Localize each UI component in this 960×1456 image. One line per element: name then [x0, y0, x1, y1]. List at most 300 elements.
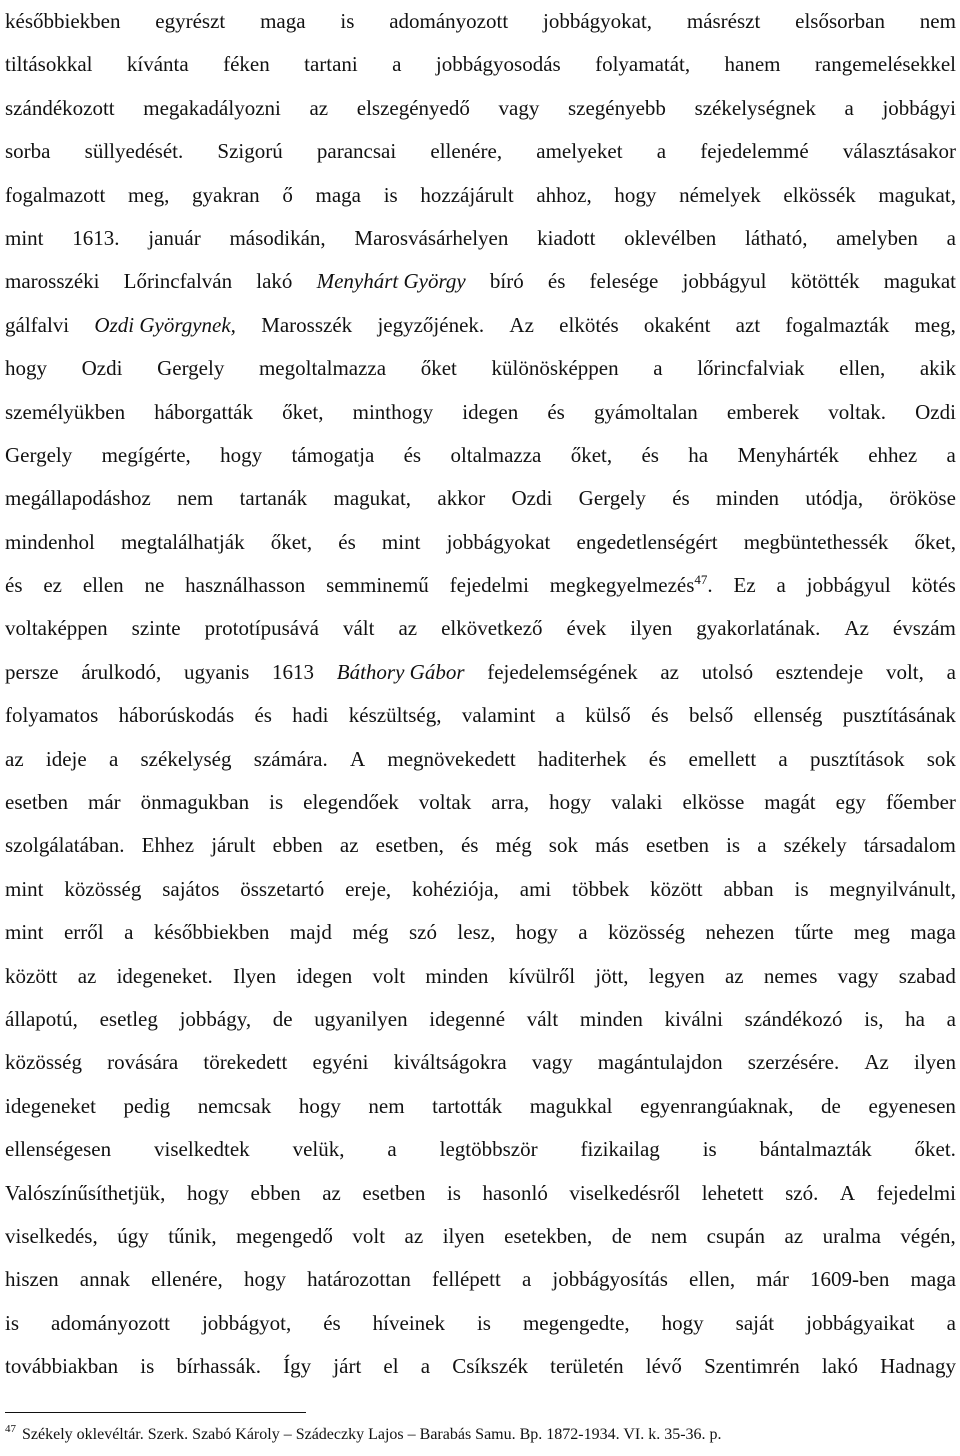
text-line	[5, 304, 956, 347]
word: Menyhárt György	[316, 269, 466, 294]
word: kohéziója,	[412, 876, 499, 901]
word: tűnik,	[168, 1223, 217, 1248]
word: magukat	[883, 269, 956, 294]
word: Lőrincfalván	[123, 269, 233, 294]
word: 1613.	[72, 225, 120, 250]
word: között	[5, 963, 58, 988]
word: pusztítások	[809, 746, 905, 771]
text-line	[5, 1085, 956, 1128]
word: valamint	[461, 703, 536, 728]
word: még	[495, 833, 532, 858]
word: végén,	[900, 1223, 956, 1248]
word: más	[595, 833, 629, 858]
word: marosszéki	[5, 269, 100, 294]
word: kívánta	[126, 52, 189, 77]
word: tartani	[304, 52, 358, 77]
word: vagy	[498, 95, 540, 120]
word: valaki	[611, 790, 663, 815]
text-line	[5, 651, 956, 694]
body-paragraph	[5, 0, 956, 1389]
word: Szigorú	[217, 139, 283, 164]
word: gálfalvi	[5, 312, 70, 337]
word: majd	[289, 920, 332, 945]
word: a	[124, 920, 134, 945]
word: tartanák	[239, 486, 308, 511]
word: is	[794, 876, 809, 901]
word: közösség	[608, 920, 686, 945]
word: magukkal	[529, 1093, 613, 1118]
word: ebben	[272, 833, 323, 858]
word: ami	[519, 876, 552, 901]
word: mindenhol	[5, 529, 95, 554]
word: idegeneket	[5, 1093, 96, 1118]
word: idegenné	[429, 1006, 506, 1031]
word: tűrte	[794, 920, 834, 945]
word: ahhoz,	[536, 182, 592, 207]
word: volt	[372, 963, 406, 988]
word: Ehhez	[141, 833, 195, 858]
word: is	[140, 1354, 155, 1379]
word: esztendeje	[775, 659, 864, 684]
word: emellett	[688, 746, 757, 771]
word: Az	[864, 1050, 889, 1075]
word: a	[844, 95, 854, 120]
word: lehetett	[701, 1180, 764, 1205]
word: magukat,	[878, 182, 956, 207]
word: de	[272, 1006, 293, 1031]
word: bírhassák.	[176, 1354, 262, 1379]
word: az	[322, 1180, 341, 1205]
word: későbbiekben	[153, 920, 270, 945]
word: kötés	[911, 573, 956, 598]
word: saját	[735, 1310, 775, 1335]
text-line	[5, 477, 956, 520]
word: nem	[368, 1093, 405, 1118]
word: örököse	[889, 486, 956, 511]
text-line	[5, 824, 956, 867]
word: és	[547, 269, 566, 294]
word: jött,	[595, 963, 629, 988]
footnote-separator	[5, 1412, 306, 1413]
word: magántulajdon	[597, 1050, 723, 1075]
word: elkötés	[559, 312, 619, 337]
word: őket,	[914, 529, 956, 554]
word: a	[946, 1310, 956, 1335]
word: jobbágyosodás	[435, 52, 561, 77]
word: árulkodó,	[81, 659, 162, 684]
text-line	[5, 434, 956, 477]
text-line	[5, 694, 956, 737]
word: háborgatták	[154, 399, 253, 424]
word: hogy	[243, 1267, 286, 1292]
word: nemes	[763, 963, 818, 988]
word: az	[404, 1223, 424, 1248]
text-line	[5, 781, 956, 824]
word: gyakran	[192, 182, 260, 207]
word: szolgálatában.	[5, 833, 125, 858]
word: egyrészt	[155, 9, 226, 33]
word: Hadnagy	[880, 1354, 956, 1379]
text-line	[5, 260, 956, 303]
word: ereje,	[345, 876, 392, 901]
word: Így	[283, 1354, 312, 1379]
word: is	[726, 833, 741, 858]
word: magát	[764, 790, 816, 815]
text-line	[5, 87, 956, 130]
word: nem	[919, 9, 956, 33]
word: ilyen	[914, 1050, 956, 1075]
word: Báthory Gábor	[336, 659, 465, 684]
word: megengedte,	[522, 1310, 630, 1335]
word: idegeneket.	[116, 963, 213, 988]
footnote-number: 47	[5, 1423, 16, 1435]
word-with-footnote-ref	[550, 564, 713, 607]
word: fogalmazott	[5, 182, 106, 207]
word: ellen	[82, 573, 124, 598]
word: volt	[352, 1223, 386, 1248]
word: hadi	[292, 703, 329, 728]
word: a	[757, 833, 767, 858]
word: jobbágyul	[806, 573, 891, 598]
text-line	[5, 911, 956, 954]
word: a	[653, 356, 663, 381]
word: többek	[572, 876, 630, 901]
word: el	[383, 1354, 399, 1379]
word: kívülről	[508, 963, 576, 988]
word: okaként	[643, 312, 711, 337]
punctuation: .	[707, 573, 713, 598]
word: szerzésére.	[747, 1050, 840, 1075]
word: az	[77, 963, 97, 988]
word: közösség	[5, 1050, 82, 1075]
word: akik	[919, 356, 956, 381]
word: ilyen	[442, 1223, 485, 1248]
word: gyakorlatának.	[696, 616, 821, 641]
word: és	[547, 399, 565, 424]
word: még	[352, 920, 389, 945]
word: hogy	[186, 1180, 229, 1205]
word: nem	[651, 1223, 688, 1248]
word: egyenesen	[868, 1093, 956, 1118]
word: adományozott	[389, 9, 509, 33]
text-line	[5, 0, 956, 43]
word: maga	[315, 182, 362, 207]
word: az	[5, 746, 24, 771]
word: évek	[566, 616, 607, 641]
word: voltak.	[828, 399, 887, 424]
word: ez	[43, 573, 62, 598]
footnote-text: Székely oklevéltár. Szerk. Szabó Károly – Szádeczky Lajos – Barabás Samu. Bp. 1872-1934. VI. k. 35-36. p.	[22, 1426, 722, 1443]
word: is	[5, 1310, 20, 1335]
word: haditerhek	[537, 746, 627, 771]
word: Ez	[733, 573, 756, 598]
word: nemcsak	[197, 1093, 272, 1118]
word: is	[476, 1310, 491, 1335]
word: sok	[548, 833, 578, 858]
word: elkövetkező	[441, 616, 543, 641]
word: is	[269, 790, 284, 815]
word: belső	[688, 703, 734, 728]
word: a	[555, 703, 565, 728]
word: folyamatát,	[595, 52, 691, 77]
word: Csíkszék	[452, 1354, 529, 1379]
word: 1613	[272, 659, 315, 684]
word: lakó	[256, 269, 293, 294]
word: adományozott	[51, 1310, 170, 1335]
word: vagy	[837, 963, 879, 988]
word: vált	[526, 1006, 559, 1031]
word: lévő	[645, 1354, 682, 1379]
word: ebben	[250, 1180, 301, 1205]
word: minden	[716, 486, 780, 511]
word: hogy	[298, 1093, 341, 1118]
word: legyen	[648, 963, 705, 988]
word: és	[672, 486, 690, 511]
word: az	[724, 963, 744, 988]
word: jobbágyaikat	[806, 1310, 915, 1335]
word: esetben	[362, 1180, 426, 1205]
word: erről	[63, 920, 104, 945]
word: meg,	[127, 182, 170, 207]
word: megtalálhatják	[120, 529, 245, 554]
word: törekedett	[203, 1050, 288, 1075]
word: abban	[723, 876, 774, 901]
word: lőrincfalviak	[697, 356, 805, 381]
word: mint	[5, 876, 44, 901]
text-line	[5, 607, 956, 650]
word: önmagukban	[140, 790, 250, 815]
word: A	[839, 1180, 856, 1205]
word: és	[460, 833, 479, 858]
word: prototípusává	[204, 616, 319, 641]
word: nem	[177, 486, 214, 511]
word: állapotú,	[5, 1006, 78, 1031]
text-line	[5, 998, 956, 1041]
word: azt	[735, 312, 761, 337]
word: is,	[864, 1006, 884, 1031]
word: kiadott	[537, 225, 596, 250]
word: fellépett	[432, 1267, 501, 1292]
word: a	[392, 52, 402, 77]
word: mint	[5, 920, 44, 945]
word: őket,	[270, 529, 313, 554]
word: január	[148, 225, 201, 250]
word: jegyzőjének.	[377, 312, 485, 337]
word: egy	[835, 790, 866, 815]
word: az	[339, 833, 359, 858]
word: székelységnek	[694, 95, 816, 120]
word: rovására	[107, 1050, 179, 1075]
word: voltaképpen	[5, 616, 108, 641]
text-line	[5, 217, 956, 260]
word: megállapodáshoz	[5, 486, 151, 511]
word: féken	[223, 52, 270, 77]
word: jobbágy,	[179, 1006, 252, 1031]
word: a	[387, 1137, 397, 1162]
word: későbbiekben	[5, 9, 121, 33]
word: továbbiakban	[5, 1354, 119, 1379]
word: Menyhárték	[737, 442, 839, 467]
word: Valószínűsíthetjük,	[5, 1180, 166, 1205]
word: őket,	[570, 442, 613, 467]
word: gyámoltalan	[593, 399, 698, 424]
word: ha	[905, 1006, 925, 1031]
word: látható,	[745, 225, 808, 250]
word: meg	[853, 920, 890, 945]
word: és	[651, 703, 669, 728]
word: összetartó	[240, 876, 325, 901]
text-line	[5, 1041, 956, 1084]
word: engedetlenségért	[576, 529, 718, 554]
word: maga	[910, 1267, 956, 1292]
word: szándékozott	[5, 95, 115, 120]
word: tartották	[432, 1093, 503, 1118]
text-line	[5, 1258, 956, 1301]
word: a	[521, 1267, 532, 1292]
word: szándékozó	[744, 1006, 843, 1031]
word: felesége	[589, 269, 659, 294]
word: megígérte,	[101, 442, 191, 467]
word: hogy	[549, 790, 592, 815]
word: hozzájárult	[420, 182, 514, 207]
word: vált	[342, 616, 375, 641]
word: és	[254, 703, 272, 728]
word: hogy	[5, 356, 47, 381]
word: szegényebb	[567, 95, 666, 120]
word: és	[338, 529, 356, 554]
word: Gergely	[5, 442, 73, 467]
word: a	[420, 1354, 431, 1379]
word: ilyen	[630, 616, 673, 641]
word: is	[340, 9, 355, 33]
word: hasonló	[482, 1180, 548, 1205]
word: hanem	[724, 52, 781, 77]
word: vagy	[531, 1050, 573, 1075]
word: folyamatos	[5, 703, 99, 728]
word: elsősorban	[795, 9, 885, 33]
word: jobbágyot,	[201, 1310, 292, 1335]
word: ellenségesen	[5, 1137, 112, 1162]
word: sorba	[5, 139, 51, 164]
word: megakadályozni	[143, 95, 281, 120]
word: megnyilvánult,	[829, 876, 956, 901]
text-line	[5, 1345, 956, 1388]
word: Ozdi Györgynek,	[94, 312, 236, 337]
word: ellenére,	[151, 1267, 223, 1292]
word: minden	[425, 963, 489, 988]
word: szó	[408, 920, 437, 945]
word: voltak	[418, 790, 472, 815]
footnote-reference[interactable]: 47	[694, 572, 708, 588]
word: elkösse	[682, 790, 745, 815]
word: az	[660, 659, 680, 684]
word: ellen,	[689, 1267, 736, 1292]
text-line	[5, 130, 956, 173]
word: készültség,	[348, 703, 442, 728]
word: elkössék	[783, 182, 856, 207]
word: és	[5, 573, 23, 598]
word: némelyek	[679, 182, 761, 207]
word: akkor	[437, 486, 486, 511]
word: fejedelemmé	[700, 139, 809, 164]
word: velük,	[292, 1137, 345, 1162]
text-line	[5, 1215, 956, 1258]
word: maga	[260, 9, 306, 33]
word: különösképpen	[491, 356, 619, 381]
word: de	[821, 1093, 841, 1118]
word: oltalmazza	[450, 442, 542, 467]
word: ehhez	[868, 442, 918, 467]
word: jobbágyi	[882, 95, 956, 120]
text-line	[5, 43, 956, 86]
word: jobbágyokat,	[542, 9, 653, 33]
word: az	[309, 95, 329, 120]
word: támogatja	[291, 442, 375, 467]
word: ideje	[45, 746, 87, 771]
word: idegen	[462, 399, 519, 424]
word: szabad	[898, 963, 956, 988]
text-line	[5, 955, 956, 998]
word: területén	[550, 1354, 624, 1379]
word: Gergely	[157, 356, 225, 381]
word: legtöbbször	[439, 1137, 538, 1162]
word: Marosszék	[261, 312, 353, 337]
word: a	[946, 225, 956, 250]
word: a	[108, 746, 119, 771]
word: ellen,	[839, 356, 886, 381]
text-line	[5, 1302, 956, 1345]
word: Ozdi	[915, 399, 956, 424]
word: kötötték	[790, 269, 860, 294]
word: közösség	[64, 876, 142, 901]
word: megbüntethessék	[743, 529, 889, 554]
word: járult	[211, 833, 256, 858]
word: és	[323, 1310, 341, 1335]
word: hogy	[220, 442, 263, 467]
word: ne	[144, 573, 165, 598]
word: őket,	[282, 399, 324, 424]
word: híveinek	[372, 1310, 445, 1335]
text-line	[5, 174, 956, 217]
word: Az	[509, 312, 534, 337]
word: egyenrangúaknak,	[640, 1093, 794, 1118]
footnote	[5, 1420, 956, 1451]
word: a	[778, 746, 788, 771]
word: sok	[926, 746, 956, 771]
word: amelyeket	[536, 139, 623, 164]
word: pusztításának	[842, 703, 956, 728]
word: a	[946, 659, 956, 684]
word: Ilyen	[232, 963, 277, 988]
word: háborúskodás	[118, 703, 235, 728]
word: Ozdi	[81, 356, 123, 381]
word: esetben,	[375, 833, 444, 858]
word: de	[611, 1223, 632, 1248]
word: viselkedés,	[5, 1223, 98, 1248]
word: süllyedését.	[84, 139, 184, 164]
word: jobbágyul	[682, 269, 767, 294]
word: utódja,	[805, 486, 864, 511]
word: hiszen	[5, 1267, 59, 1292]
word: az	[398, 616, 418, 641]
word: főember	[885, 790, 956, 815]
word: a	[578, 920, 588, 945]
word: kiváltságokra	[393, 1050, 507, 1075]
word: ő	[282, 182, 293, 207]
word: parancsai	[316, 139, 397, 164]
word: ugyanilyen	[314, 1006, 408, 1031]
word: és	[648, 746, 667, 771]
